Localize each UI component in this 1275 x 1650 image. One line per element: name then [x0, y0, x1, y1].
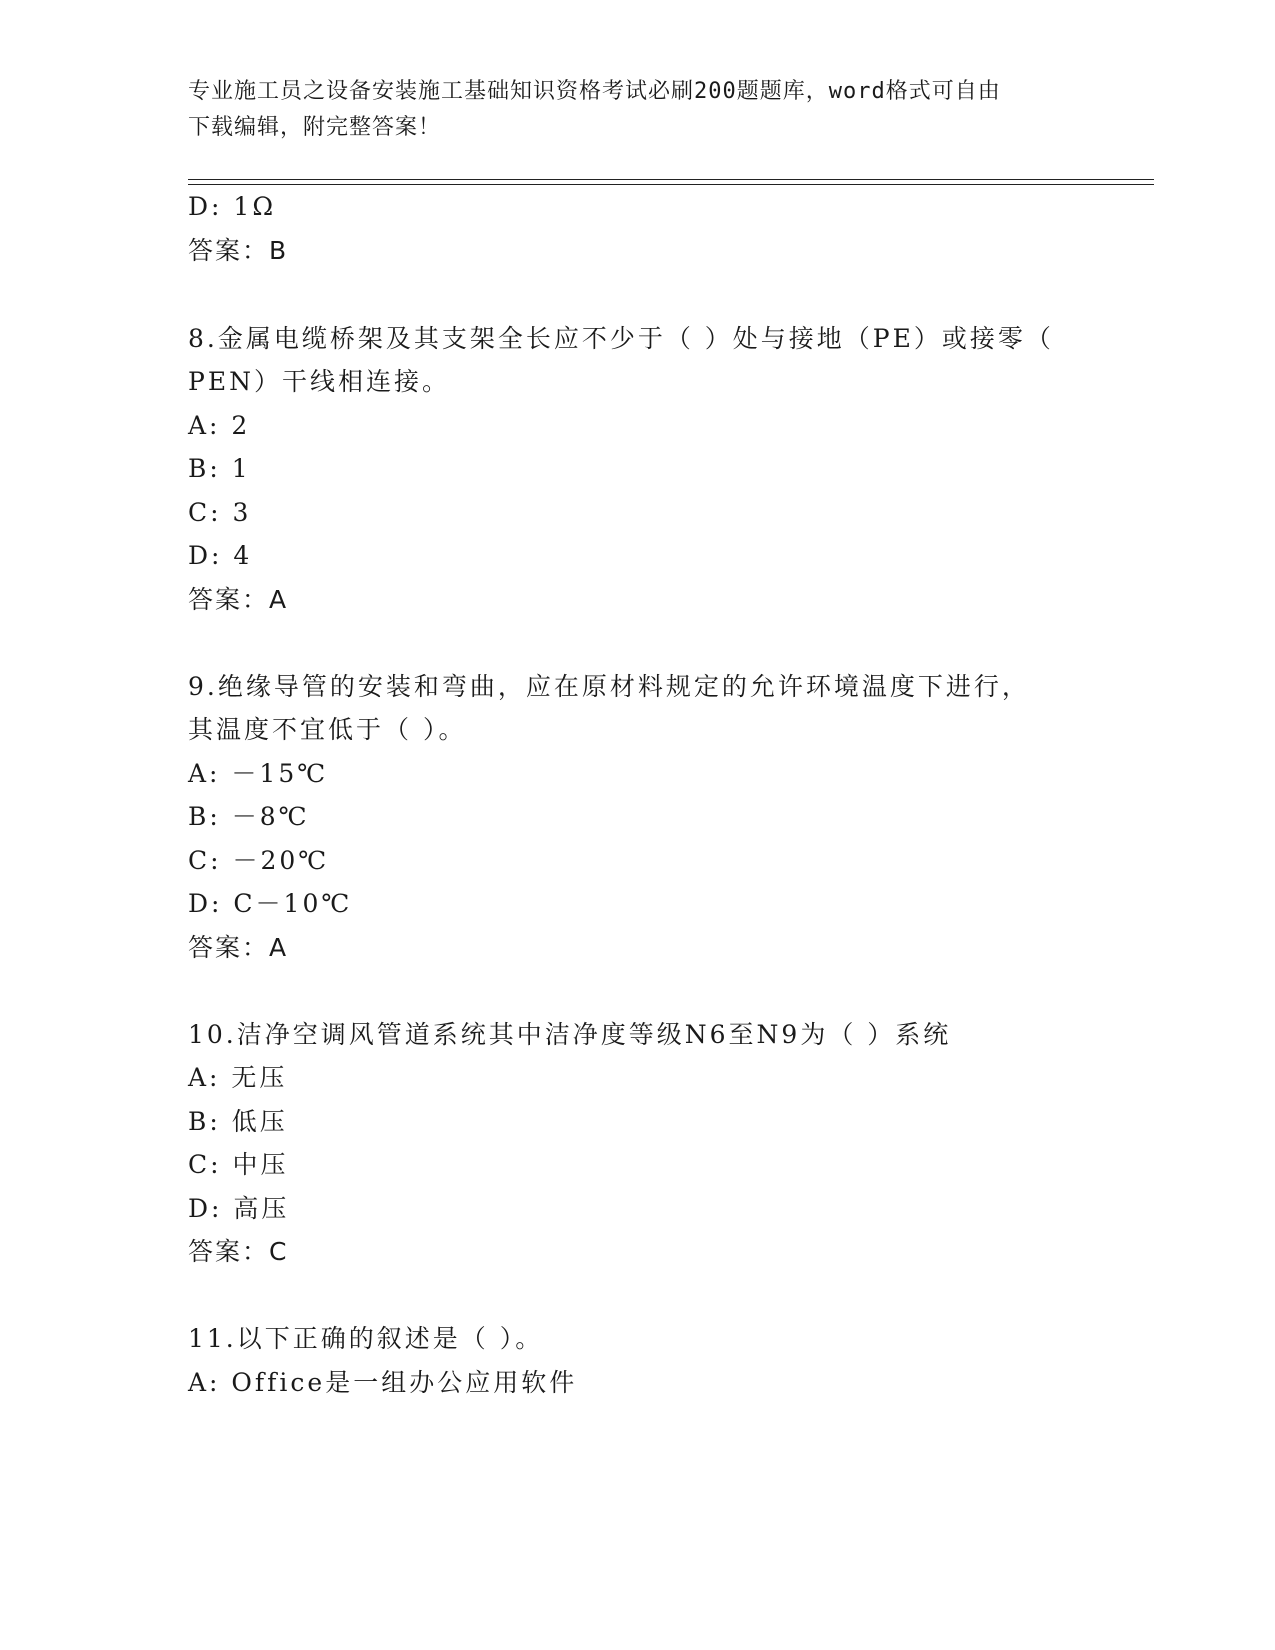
q11-option-a: A: Office是一组办公应用软件: [188, 1368, 578, 1397]
document-header: [188, 74, 1088, 146]
q10-answer: 答案：C: [188, 1237, 289, 1266]
q9-answer: 答案：A: [188, 933, 289, 962]
q9-stem-line-1: 9.绝缘导管的安装和弯曲，应在原材料规定的允许环境温度下进行，: [188, 672, 1030, 701]
q8-stem-line-1: 8.金属电缆桥架及其支架全长应不少于（ ）处与接地（PE）或接零（: [188, 324, 1054, 353]
q8-option-c: C: 3: [188, 498, 252, 527]
prev-answer: 答案：B: [188, 236, 289, 265]
header-line-1: 专业施工员之设备安装施工基础知识资格考试必刷200题题库，word格式可自由: [188, 79, 1001, 104]
q9-option-c: C: －20℃: [188, 846, 330, 875]
q8-answer: 答案：A: [188, 585, 289, 614]
q10-option-a: A: 无压: [188, 1063, 288, 1092]
q9-stem-line-2: 其温度不宜低于（ ）。: [188, 715, 467, 744]
header-divider-top: [188, 179, 1154, 180]
q11-stem-line-1: 11.以下正确的叙述是（ ）。: [188, 1324, 544, 1353]
q8-option-b: B: 1: [188, 454, 251, 483]
q10-stem-line-1: 10.洁净空调风管道系统其中洁净度等级N6至N9为（ ）系统: [188, 1020, 952, 1049]
header-line-2: 下载编辑，附完整答案！: [188, 115, 442, 140]
q9-option-d: D: C－10℃: [188, 889, 353, 918]
prev-option-d: D: 1Ω: [188, 192, 277, 221]
q10-option-c: C: 中压: [188, 1150, 289, 1179]
q8-option-d: D: 4: [188, 541, 253, 570]
q9-option-b: B: －8℃: [188, 802, 310, 831]
header-divider-bottom: [188, 184, 1154, 185]
q10-option-b: B: 低压: [188, 1107, 288, 1136]
q8-option-a: A: 2: [188, 411, 251, 440]
q8-stem-line-2: PEN）干线相连接。: [188, 367, 450, 396]
q10-option-d: D: 高压: [188, 1194, 290, 1223]
q9-option-a: A: －15℃: [188, 759, 329, 788]
